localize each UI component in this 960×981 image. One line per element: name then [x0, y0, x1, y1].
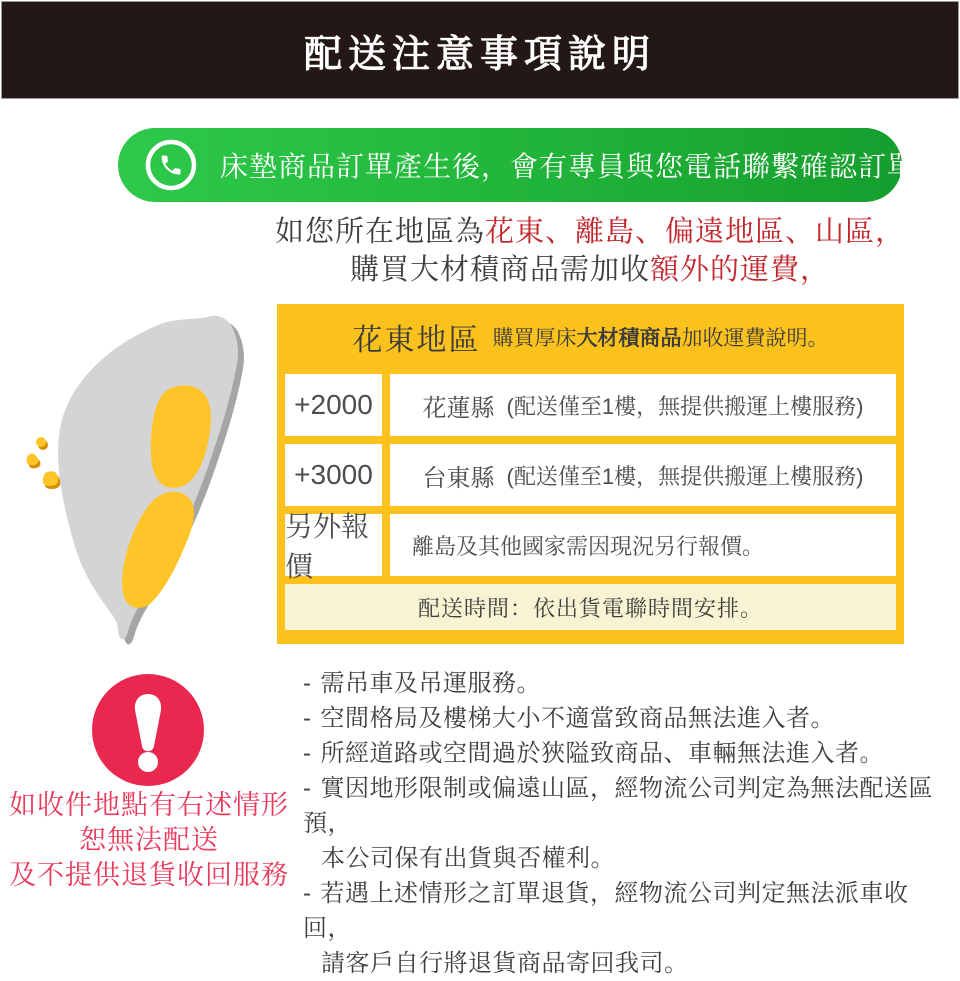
table-row: [285, 444, 896, 506]
list-item: [303, 771, 955, 876]
warning-line-3: 及不提供退貨收回服務: [9, 860, 289, 890]
intro-line2-red: 額外的運費，: [650, 254, 831, 286]
intro-line2-black: 購買大材積商品需加收: [349, 254, 650, 286]
fee-table: [277, 304, 904, 644]
table-row: [285, 374, 896, 436]
note-text-cont: 請客戶自行將退貨商品寄回我司。: [321, 950, 689, 977]
intro-line1-red: 花東、離島、偏遠地區、山區，: [485, 216, 906, 248]
delivery-time-note: 配送時間：依出貨電聯時間安排。: [417, 595, 763, 621]
taiwan-map: [15, 303, 280, 648]
fee-area: 台東縣: [422, 464, 495, 492]
fee-amount: 另外報價: [285, 514, 382, 576]
intro-line-2: [272, 251, 908, 289]
fee-note: (配送僅至1樓，無提供搬運上樓服務): [506, 393, 864, 419]
intro-line1-black: 如您所在地區為: [274, 216, 485, 248]
fee-note: 離島及其他國家需因現況另行報價。: [412, 533, 765, 559]
note-text: 若遇上述情形之訂單退貨，經物流公司判定無法派車收回，: [303, 880, 909, 942]
note-text: 所經道路或空間過於狹隘致商品、車輛無法進入者。: [320, 740, 884, 767]
fee-title-bold: 大材積商品: [576, 327, 682, 350]
phone-banner: [118, 128, 946, 202]
banner-text: 床墊商品訂單產生後，會有專員與您電話聯繫確認訂單。: [220, 151, 946, 182]
list-item: [303, 666, 955, 701]
fee-description: [390, 514, 896, 576]
fee-description: [390, 444, 896, 506]
phone-icon: [144, 138, 198, 192]
fee-title-pre: 購買厚床: [492, 327, 577, 350]
delivery-notes: [303, 666, 955, 981]
fee-amount: +2000: [285, 374, 382, 436]
bullet-dash: -: [303, 740, 312, 767]
bullet-dash: -: [303, 880, 312, 907]
warning-line-2: 恕無法配送: [79, 825, 219, 855]
list-item: [303, 876, 955, 981]
fee-area: 花蓮縣: [422, 394, 495, 422]
islets: [27, 437, 59, 486]
fee-table-footer: [285, 584, 896, 630]
bullet-dash: -: [303, 670, 312, 697]
note-text: 需吊車及吊運服務。: [320, 670, 541, 697]
fee-description: [390, 374, 896, 436]
table-row: [285, 511, 896, 582]
fee-title-post: 加收運費說明。: [681, 327, 829, 350]
intro-text: [272, 213, 908, 289]
bullet-dash: -: [303, 775, 312, 802]
fee-note: (配送僅至1樓，無提供搬運上樓服務): [506, 463, 864, 489]
warning-line-1: 如收件地點有右述情形: [9, 790, 289, 820]
intro-line-1: [272, 213, 908, 251]
warning-text: [0, 788, 298, 893]
taiwan-map-graphic: [15, 303, 280, 648]
exclamation-icon: [92, 674, 204, 786]
bullet-dash: -: [303, 705, 312, 732]
fee-amount: +3000: [285, 444, 382, 506]
note-text: 空間格局及樓梯大小不適當致商品無法進入者。: [320, 705, 835, 732]
list-item: [303, 736, 955, 771]
fee-table-title: [285, 304, 896, 370]
list-item: [303, 701, 955, 736]
fee-title-region: 花東地區: [352, 324, 481, 357]
page-header: [1, 1, 959, 99]
note-text-cont: 本公司保有出貨與否權利。: [321, 845, 615, 872]
note-text: 實因地形限制或偏遠山區，經物流公司判定為無法配送區預，: [303, 775, 933, 837]
page-title: 配送注意事項說明: [303, 33, 656, 76]
